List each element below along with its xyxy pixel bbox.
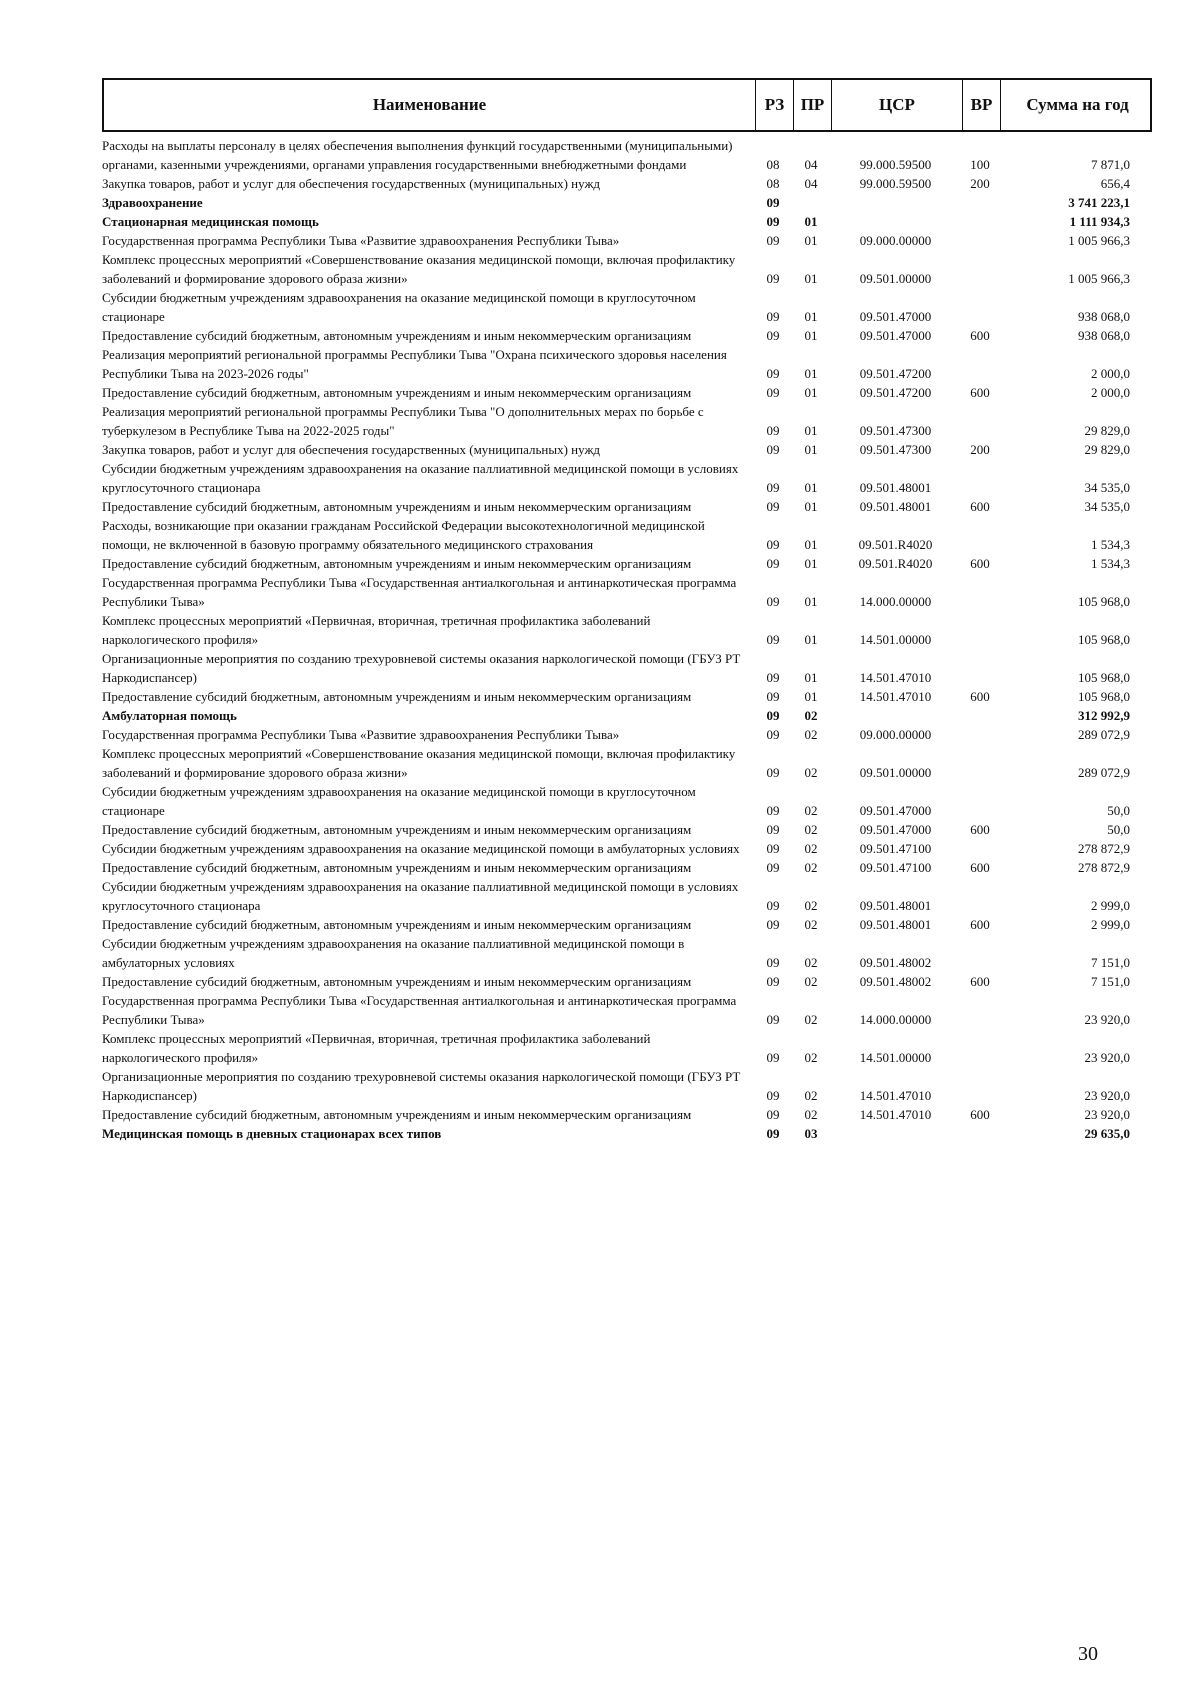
table-row — [102, 744, 1152, 782]
row-pr: 04 — [804, 176, 818, 191]
table-row — [102, 212, 1152, 231]
row-sum: 278 872,9 — [1078, 841, 1130, 856]
row-csr: 09.501.48001 — [859, 917, 932, 932]
row-vr: 600 — [970, 556, 990, 571]
table-row — [102, 991, 1152, 1029]
header-csr: ЦСР — [832, 80, 963, 130]
row-csr: 09.501.48001 — [859, 480, 932, 495]
row-sum: 29 635,0 — [1084, 1126, 1130, 1141]
table-row — [102, 649, 1152, 687]
row-csr: 09.501.47000 — [859, 822, 932, 837]
row-pr: 01 — [804, 480, 818, 495]
row-pr: 02 — [804, 1088, 818, 1103]
row-sum: 105 968,0 — [1078, 689, 1130, 704]
table-row — [102, 820, 1152, 839]
table-row — [102, 136, 1152, 174]
row-name: Предоставление субсидий бюджетным, автономным учреждениям и иным некоммерческим организациям — [102, 974, 692, 989]
row-csr: 09.501.47200 — [859, 385, 932, 400]
header-sum: Сумма на год — [1026, 95, 1129, 114]
row-rz: 09 — [766, 214, 780, 229]
row-pr: 02 — [804, 974, 818, 989]
row-sum: 278 872,9 — [1078, 860, 1130, 875]
row-pr: 02 — [804, 1050, 818, 1065]
row-csr: 14.501.47010 — [859, 1088, 932, 1103]
row-rz: 09 — [766, 974, 780, 989]
row-pr: 02 — [804, 708, 818, 723]
row-name: Организационные мероприятия по созданию трехуровневой системы оказания наркологической помощи (ГБУЗ РТ Наркодиспансер) — [102, 651, 741, 685]
row-pr: 01 — [804, 271, 818, 286]
table-header — [102, 78, 1152, 132]
row-csr: 14.000.00000 — [859, 594, 932, 609]
row-sum: 2 999,0 — [1091, 898, 1130, 913]
row-rz: 09 — [766, 1107, 780, 1122]
row-pr: 02 — [804, 822, 818, 837]
row-rz: 09 — [766, 917, 780, 932]
row-sum: 7 151,0 — [1091, 955, 1130, 970]
row-csr: 09.501.48001 — [859, 499, 932, 514]
row-sum: 50,0 — [1107, 803, 1130, 818]
row-csr: 09.501.47300 — [859, 423, 932, 438]
row-pr: 01 — [804, 689, 818, 704]
row-pr: 02 — [804, 898, 818, 913]
row-vr: 600 — [970, 917, 990, 932]
header-name: Наименование — [104, 80, 756, 130]
row-pr: 02 — [804, 955, 818, 970]
row-sum: 23 920,0 — [1084, 1088, 1130, 1103]
row-name: Предоставление субсидий бюджетным, автономным учреждениям и иным некоммерческим организациям — [102, 689, 692, 704]
row-sum: 2 000,0 — [1091, 385, 1130, 400]
row-name: Предоставление субсидий бюджетным, автономным учреждениям и иным некоммерческим организациям — [102, 328, 692, 343]
table-row — [102, 345, 1152, 383]
table-row — [102, 725, 1152, 744]
row-name: Комплекс процессных мероприятий «Первичная, вторичная, третичная профилактика заболеваний наркологического профиля» — [102, 1031, 651, 1065]
row-pr: 02 — [804, 803, 818, 818]
row-vr: 100 — [970, 157, 990, 172]
row-vr: 600 — [970, 822, 990, 837]
table-row — [102, 877, 1152, 915]
table-row — [102, 858, 1152, 877]
row-csr: 99.000.59500 — [859, 157, 932, 172]
table-row — [102, 383, 1152, 402]
row-csr: 09.501.48002 — [859, 974, 932, 989]
row-pr: 01 — [804, 233, 818, 248]
row-rz: 09 — [766, 822, 780, 837]
table-row — [102, 288, 1152, 326]
row-sum: 312 992,9 — [1078, 708, 1130, 723]
row-pr: 01 — [804, 537, 818, 552]
row-csr: 09.501.47000 — [859, 309, 932, 324]
table-row — [102, 1124, 1152, 1143]
row-sum: 938 068,0 — [1078, 309, 1130, 324]
table-row — [102, 440, 1152, 459]
row-rz: 09 — [766, 841, 780, 856]
row-sum: 50,0 — [1107, 822, 1130, 837]
row-sum: 289 072,9 — [1078, 765, 1130, 780]
row-sum: 289 072,9 — [1078, 727, 1130, 742]
row-pr: 01 — [804, 442, 818, 457]
row-pr: 01 — [804, 423, 818, 438]
row-sum: 34 535,0 — [1084, 499, 1130, 514]
table-row — [102, 554, 1152, 573]
header-rz: РЗ — [756, 80, 794, 130]
row-name: Субсидии бюджетным учреждениям здравоохранения на оказание медицинской помощи в амбулаторных условиях — [102, 841, 740, 856]
row-pr: 01 — [804, 366, 818, 381]
row-csr: 14.501.47010 — [859, 670, 932, 685]
table-row — [102, 516, 1152, 554]
row-csr: 09.501.R4020 — [858, 537, 933, 552]
page-number: 30 — [1078, 1643, 1098, 1665]
row-name: Государственная программа Республики Тыва «Развитие здравоохранения Республики Тыва» — [102, 233, 620, 248]
table-row — [102, 972, 1152, 991]
row-csr: 14.501.47010 — [859, 689, 932, 704]
row-name: Субсидии бюджетным учреждениям здравоохранения на оказание медицинской помощи в круглосуточном стационаре — [102, 784, 696, 818]
row-name: Предоставление субсидий бюджетным, автономным учреждениям и иным некоммерческим организациям — [102, 385, 692, 400]
row-pr: 01 — [804, 499, 818, 514]
row-name: Субсидии бюджетным учреждениям здравоохранения на оказание паллиативной медицинской помощи в условиях круглосуточного стационара — [102, 461, 739, 495]
row-vr: 600 — [970, 974, 990, 989]
row-name: Расходы на выплаты персоналу в целях обеспечения выполнения функций государственными (муниципальными) органами, казенными учреждениями, органами управления государственными внебюджетными фондами — [102, 138, 733, 172]
row-pr: 02 — [804, 860, 818, 875]
row-sum: 23 920,0 — [1084, 1107, 1130, 1122]
row-rz: 09 — [766, 195, 780, 210]
row-sum: 2 000,0 — [1091, 366, 1130, 381]
row-name: Субсидии бюджетным учреждениям здравоохранения на оказание паллиативной медицинской помощи в условиях круглосуточного стационара — [102, 879, 739, 913]
row-rz: 09 — [766, 385, 780, 400]
row-name: Субсидии бюджетным учреждениям здравоохранения на оказание медицинской помощи в круглосуточном стационаре — [102, 290, 696, 324]
row-csr: 09.501.47100 — [859, 841, 932, 856]
row-pr: 01 — [804, 632, 818, 647]
row-pr: 02 — [804, 1012, 818, 1027]
row-rz: 09 — [766, 556, 780, 571]
row-csr: 09.501.00000 — [859, 271, 932, 286]
row-name: Стационарная медицинская помощь — [102, 214, 319, 229]
table-row — [102, 915, 1152, 934]
header-vr: ВР — [963, 80, 1001, 130]
row-name: Закупка товаров, работ и услуг для обеспечения государственных (муниципальных) нужд — [102, 176, 601, 191]
row-name: Предоставление субсидий бюджетным, автономным учреждениям и иным некоммерческим организациям — [102, 822, 692, 837]
table-row — [102, 459, 1152, 497]
table-row — [102, 687, 1152, 706]
row-name: Предоставление субсидий бюджетным, автономным учреждениям и иным некоммерческим организациям — [102, 556, 692, 571]
row-rz: 09 — [766, 480, 780, 495]
row-rz: 09 — [766, 423, 780, 438]
row-name: Организационные мероприятия по созданию трехуровневой системы оказания наркологической помощи (ГБУЗ РТ Наркодиспансер) — [102, 1069, 741, 1103]
row-pr: 01 — [804, 309, 818, 324]
row-sum: 105 968,0 — [1078, 594, 1130, 609]
row-pr: 02 — [804, 765, 818, 780]
row-csr: 09.501.47200 — [859, 366, 932, 381]
row-rz: 09 — [766, 765, 780, 780]
table-row — [102, 497, 1152, 516]
row-sum: 938 068,0 — [1078, 328, 1130, 343]
row-vr: 600 — [970, 499, 990, 514]
row-pr: 02 — [804, 1107, 818, 1122]
row-pr: 01 — [804, 385, 818, 400]
row-rz: 09 — [766, 1050, 780, 1065]
row-sum: 23 920,0 — [1084, 1012, 1130, 1027]
table-row — [102, 706, 1152, 725]
row-rz: 09 — [766, 1088, 780, 1103]
row-vr: 200 — [970, 176, 990, 191]
row-rz: 09 — [766, 632, 780, 647]
row-sum: 29 829,0 — [1084, 442, 1130, 457]
row-rz: 09 — [766, 537, 780, 552]
row-rz: 09 — [766, 860, 780, 875]
row-vr: 200 — [970, 442, 990, 457]
table-row — [102, 934, 1152, 972]
row-pr: 01 — [804, 670, 818, 685]
row-vr: 600 — [970, 385, 990, 400]
row-sum: 29 829,0 — [1084, 423, 1130, 438]
table-row — [102, 1105, 1152, 1124]
row-csr: 14.501.47010 — [859, 1107, 932, 1122]
row-csr: 14.501.00000 — [859, 632, 932, 647]
table-row — [102, 839, 1152, 858]
row-csr: 09.501.48002 — [859, 955, 932, 970]
row-vr: 600 — [970, 1107, 990, 1122]
row-pr: 02 — [804, 727, 818, 742]
row-sum: 1 534,3 — [1091, 537, 1130, 552]
table-row — [102, 1067, 1152, 1105]
row-sum: 7 871,0 — [1091, 157, 1130, 172]
row-name: Реализация мероприятий региональной программы Республики Тыва "О дополнительных мерах по борьбе с туберкулезом в Республике Тыва на 2022-2025 годы" — [102, 404, 704, 438]
row-name: Расходы, возникающие при оказании гражданам Российской Федерации высокотехнологичной медицинской помощи, не включенной в базовую программу обязательного медицинского страхования — [102, 518, 705, 552]
row-name: Государственная программа Республики Тыва «Развитие здравоохранения Республики Тыва» — [102, 727, 620, 742]
table-row — [102, 193, 1152, 212]
row-csr: 09.501.47300 — [859, 442, 932, 457]
table-row — [102, 231, 1152, 250]
row-pr: 02 — [804, 917, 818, 932]
row-sum: 1 111 934,3 — [1069, 214, 1130, 229]
row-csr: 09.000.00000 — [859, 233, 932, 248]
row-rz: 09 — [766, 803, 780, 818]
row-name: Субсидии бюджетным учреждениям здравоохранения на оказание паллиативной медицинской помощи в амбулаторных условиях — [102, 936, 685, 970]
row-name: Предоставление субсидий бюджетным, автономным учреждениям и иным некоммерческим организациям — [102, 917, 692, 932]
row-sum: 7 151,0 — [1091, 974, 1130, 989]
row-sum: 3 741 223,1 — [1068, 195, 1130, 210]
table-body — [102, 136, 1152, 1143]
row-csr: 14.000.00000 — [859, 1012, 932, 1027]
row-name: Предоставление субсидий бюджетным, автономным учреждениям и иным некоммерческим организациям — [102, 499, 692, 514]
row-name: Здравоохранение — [102, 195, 203, 210]
row-sum: 34 535,0 — [1084, 480, 1130, 495]
table-row — [102, 573, 1152, 611]
row-csr: 09.501.47000 — [859, 803, 932, 818]
row-name: Реализация мероприятий региональной программы Республики Тыва "Охрана психического здоровья населения Республики Тыва на 2023-2026 годы" — [102, 347, 727, 381]
row-pr: 03 — [804, 1126, 818, 1141]
row-rz: 09 — [766, 1126, 780, 1141]
row-name: Предоставление субсидий бюджетным, автономным учреждениям и иным некоммерческим организациям — [102, 1107, 692, 1122]
table-row — [102, 1029, 1152, 1067]
row-rz: 08 — [766, 157, 780, 172]
row-rz: 09 — [766, 499, 780, 514]
row-rz: 09 — [766, 271, 780, 286]
row-pr: 01 — [804, 556, 818, 571]
row-rz: 09 — [766, 1012, 780, 1027]
row-pr: 02 — [804, 841, 818, 856]
row-vr: 600 — [970, 689, 990, 704]
table-row — [102, 174, 1152, 193]
row-rz: 09 — [766, 366, 780, 381]
row-rz: 09 — [766, 898, 780, 913]
row-csr: 09.501.48001 — [859, 898, 932, 913]
row-csr: 09.501.R4020 — [858, 556, 933, 571]
row-csr: 09.000.00000 — [859, 727, 932, 742]
row-name: Закупка товаров, работ и услуг для обеспечения государственных (муниципальных) нужд — [102, 442, 601, 457]
row-csr: 14.501.00000 — [859, 1050, 932, 1065]
row-name: Амбулаторная помощь — [102, 708, 237, 723]
table-row — [102, 250, 1152, 288]
row-csr: 99.000.59500 — [859, 176, 932, 191]
row-rz: 09 — [766, 670, 780, 685]
row-name: Комплекс процессных мероприятий «Совершенствование оказания медицинской помощи, включая профилактику заболеваний и формирование здорового образа жизни» — [102, 746, 736, 780]
row-rz: 09 — [766, 689, 780, 704]
row-vr: 600 — [970, 328, 990, 343]
table-row — [102, 782, 1152, 820]
row-sum: 105 968,0 — [1078, 632, 1130, 647]
row-csr: 09.501.00000 — [859, 765, 932, 780]
row-sum: 1 005 966,3 — [1068, 271, 1130, 286]
row-name: Государственная программа Республики Тыва «Государственная антиалкогольная и антинаркотическая программа Республики Тыва» — [102, 993, 737, 1027]
row-sum: 105 968,0 — [1078, 670, 1130, 685]
row-name: Предоставление субсидий бюджетным, автономным учреждениям и иным некоммерческим организациям — [102, 860, 692, 875]
row-sum: 2 999,0 — [1091, 917, 1130, 932]
row-pr: 01 — [804, 328, 818, 343]
row-rz: 09 — [766, 955, 780, 970]
row-name: Медицинская помощь в дневных стационарах всех типов — [102, 1126, 442, 1141]
row-sum: 656,4 — [1100, 176, 1130, 191]
table-row — [102, 326, 1152, 345]
row-pr: 01 — [804, 214, 818, 229]
row-csr: 09.501.47100 — [859, 860, 932, 875]
row-rz: 09 — [766, 708, 780, 723]
row-name: Государственная программа Республики Тыва «Государственная антиалкогольная и антинаркотическая программа Республики Тыва» — [102, 575, 737, 609]
row-sum: 23 920,0 — [1084, 1050, 1130, 1065]
row-rz: 09 — [766, 442, 780, 457]
row-rz: 09 — [766, 594, 780, 609]
row-rz: 09 — [766, 309, 780, 324]
row-pr: 01 — [804, 594, 818, 609]
row-sum: 1 005 966,3 — [1068, 233, 1130, 248]
row-csr: 09.501.47000 — [859, 328, 932, 343]
row-pr: 04 — [804, 157, 818, 172]
row-vr: 600 — [970, 860, 990, 875]
row-name: Комплекс процессных мероприятий «Совершенствование оказания медицинской помощи, включая профилактику заболеваний и формирование здорового образа жизни» — [102, 252, 736, 286]
header-pr: ПР — [794, 80, 832, 130]
row-name: Комплекс процессных мероприятий «Первичная, вторичная, третичная профилактика заболеваний наркологического профиля» — [102, 613, 651, 647]
row-sum: 1 534,3 — [1091, 556, 1130, 571]
row-rz: 08 — [766, 176, 780, 191]
row-rz: 09 — [766, 727, 780, 742]
row-rz: 09 — [766, 233, 780, 248]
table-row — [102, 402, 1152, 440]
table-row — [102, 611, 1152, 649]
row-rz: 09 — [766, 328, 780, 343]
